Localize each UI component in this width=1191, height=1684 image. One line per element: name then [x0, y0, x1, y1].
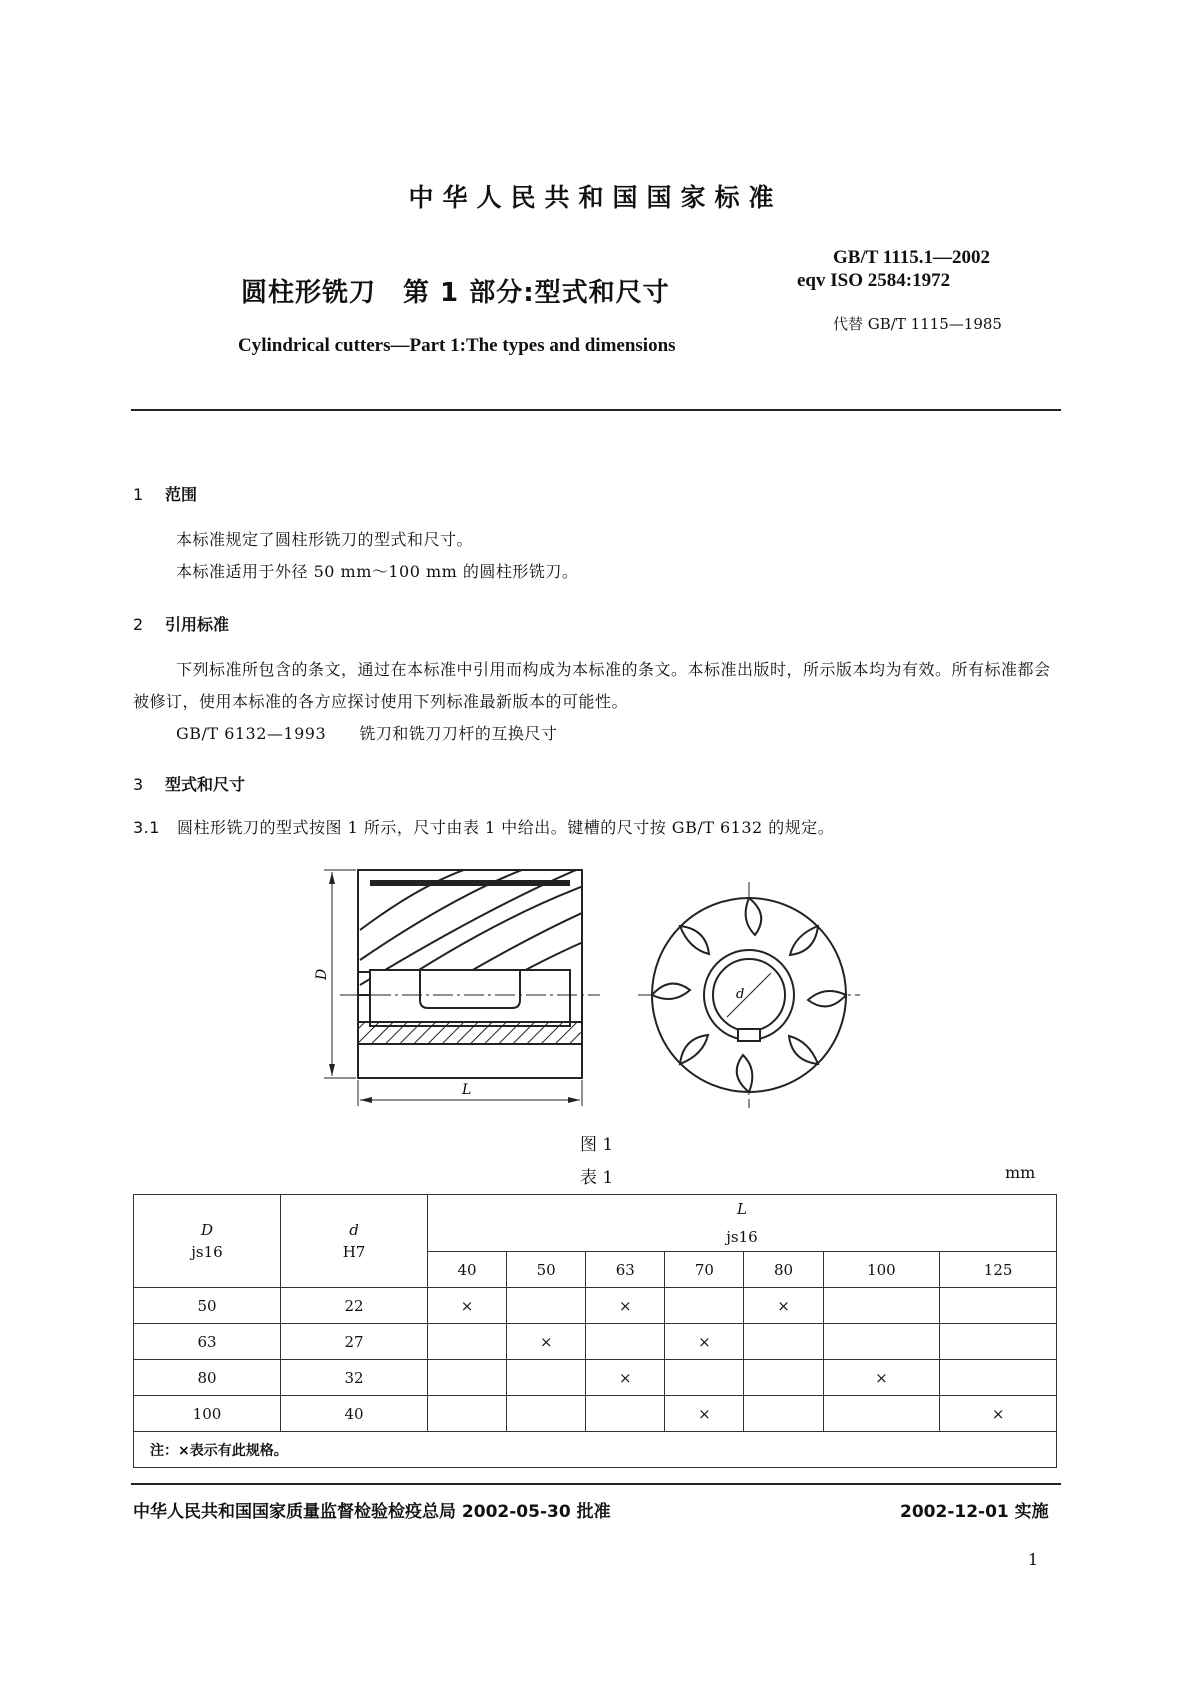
reference-title: 铣刀和铣刀刀杆的互换尺寸	[359, 724, 558, 743]
standard-code: GB/T 1115.1—2002	[833, 247, 990, 268]
L-value-header: 40	[428, 1252, 507, 1288]
col-header-d-tolerance: H7	[342, 1243, 366, 1261]
header-divider	[131, 409, 1061, 411]
section-3-heading	[133, 772, 245, 795]
approval-line: 中华人民共和国国家质量监督检验检疫总局 2002-05-30 批准	[133, 1502, 611, 1522]
cell-mark	[507, 1288, 586, 1324]
dimension-L-label: L	[462, 1082, 472, 1098]
section-title: 范围	[165, 485, 198, 504]
cell-mark	[586, 1324, 665, 1360]
cell-mark	[823, 1288, 940, 1324]
col-header-D	[134, 1195, 281, 1288]
section-title: 引用标准	[165, 615, 230, 634]
standard-equivalence: eqv ISO 2584:1972	[797, 270, 951, 291]
cell-mark	[940, 1324, 1057, 1360]
document-title-cn: 圆柱形铣刀 第 1 部分:型式和尺寸	[241, 278, 670, 308]
cell-mark: ×	[940, 1396, 1057, 1432]
table-row	[134, 1396, 1057, 1432]
dimensions-table	[133, 1194, 1057, 1468]
section-1-para-2: 本标准适用于外径 50 mm～100 mm 的圆柱形铣刀。	[176, 562, 579, 581]
section-1-heading	[133, 482, 197, 505]
cell-mark: ×	[665, 1324, 744, 1360]
L-value-header: 50	[507, 1252, 586, 1288]
cell-mark	[744, 1396, 823, 1432]
table-header-row	[134, 1195, 1057, 1224]
clause-number: 3.1	[133, 818, 160, 837]
table-row	[134, 1360, 1057, 1396]
cell-mark: ×	[586, 1360, 665, 1396]
figure-1-caption: 图 1	[580, 1135, 614, 1155]
table-row	[134, 1324, 1057, 1360]
dimension-D-label: D	[314, 968, 330, 980]
cell-mark	[507, 1396, 586, 1432]
col-header-D-tolerance: js16	[191, 1243, 223, 1261]
L-value-header: 125	[940, 1252, 1057, 1288]
col-header-d	[281, 1195, 428, 1288]
section-2-para-1: 下列标准所包含的条文，通过在本标准中引用而构成为本标准的条文。本标准出版时，所示版本均为有效。所有标准都会被修订，使用本标准的各方应探讨使用下列标准最新版本的可能性。	[133, 660, 1051, 711]
cell-mark: ×	[586, 1288, 665, 1324]
section-2-reference	[176, 718, 557, 750]
cell-mark	[744, 1360, 823, 1396]
section-number: 1	[133, 485, 144, 504]
section-1-para-1: 本标准规定了圆柱形铣刀的型式和尺寸。	[176, 530, 474, 549]
cell-mark	[428, 1360, 507, 1396]
L-value-header: 63	[586, 1252, 665, 1288]
cell-mark	[665, 1360, 744, 1396]
page-number: 1	[1028, 1550, 1039, 1569]
cell-d: 27	[281, 1324, 428, 1360]
cell-D: 63	[134, 1324, 281, 1360]
col-header-L-tolerance: js16	[428, 1223, 1057, 1252]
standard-replaces: 代替 GB/T 1115—1985	[833, 315, 1002, 333]
L-value-header: 100	[823, 1252, 940, 1288]
cell-d: 40	[281, 1396, 428, 1432]
cell-d: 22	[281, 1288, 428, 1324]
footer-divider	[131, 1483, 1061, 1485]
dimension-d-label: d	[736, 987, 745, 1002]
section-number: 2	[133, 615, 144, 634]
cell-mark	[428, 1396, 507, 1432]
cutter-end-view	[638, 882, 860, 1108]
table-row	[134, 1288, 1057, 1324]
cell-D: 80	[134, 1360, 281, 1396]
section-2-heading	[133, 612, 229, 635]
reference-code: GB/T 6132—1993	[176, 724, 327, 743]
table-note-row	[134, 1432, 1057, 1468]
table-unit: mm	[1005, 1163, 1036, 1182]
cell-mark: ×	[823, 1360, 940, 1396]
cell-mark	[428, 1324, 507, 1360]
document-title-en: Cylindrical cutters—Part 1:The types and dimensions	[238, 335, 676, 356]
col-header-L: L	[428, 1195, 1057, 1224]
cell-D: 50	[134, 1288, 281, 1324]
cell-mark: ×	[507, 1324, 586, 1360]
col-header-D-symbol: D	[200, 1221, 214, 1239]
cell-mark	[823, 1396, 940, 1432]
L-value-header: 80	[744, 1252, 823, 1288]
cell-mark	[940, 1360, 1057, 1396]
clause-3-1	[133, 812, 834, 844]
cell-mark: ×	[665, 1396, 744, 1432]
cell-mark	[823, 1324, 940, 1360]
cell-D: 100	[134, 1396, 281, 1432]
cutter-side-view	[314, 860, 600, 1106]
cell-mark	[940, 1288, 1057, 1324]
table-note: 注：×表示有此规格。	[134, 1432, 1057, 1468]
table-1-caption: 表 1	[580, 1168, 614, 1188]
section-number: 3	[133, 775, 144, 794]
cell-mark	[586, 1396, 665, 1432]
cell-mark	[744, 1324, 823, 1360]
implementation-date: 2002-12-01 实施	[900, 1502, 1049, 1522]
cell-mark	[665, 1288, 744, 1324]
cell-d: 32	[281, 1360, 428, 1396]
figure-1-drawing	[300, 860, 920, 1110]
col-header-d-symbol: d	[349, 1221, 359, 1239]
cell-mark: ×	[428, 1288, 507, 1324]
cell-mark: ×	[744, 1288, 823, 1324]
clause-text: 圆柱形铣刀的型式按图 1 所示，尺寸由表 1 中给出。键槽的尺寸按 GB/T 6132 的规定。	[177, 818, 835, 837]
L-value-header: 70	[665, 1252, 744, 1288]
national-standard-heading: 中华人民共和国国家标准	[408, 183, 783, 212]
cell-mark	[507, 1360, 586, 1396]
section-title: 型式和尺寸	[165, 775, 246, 794]
